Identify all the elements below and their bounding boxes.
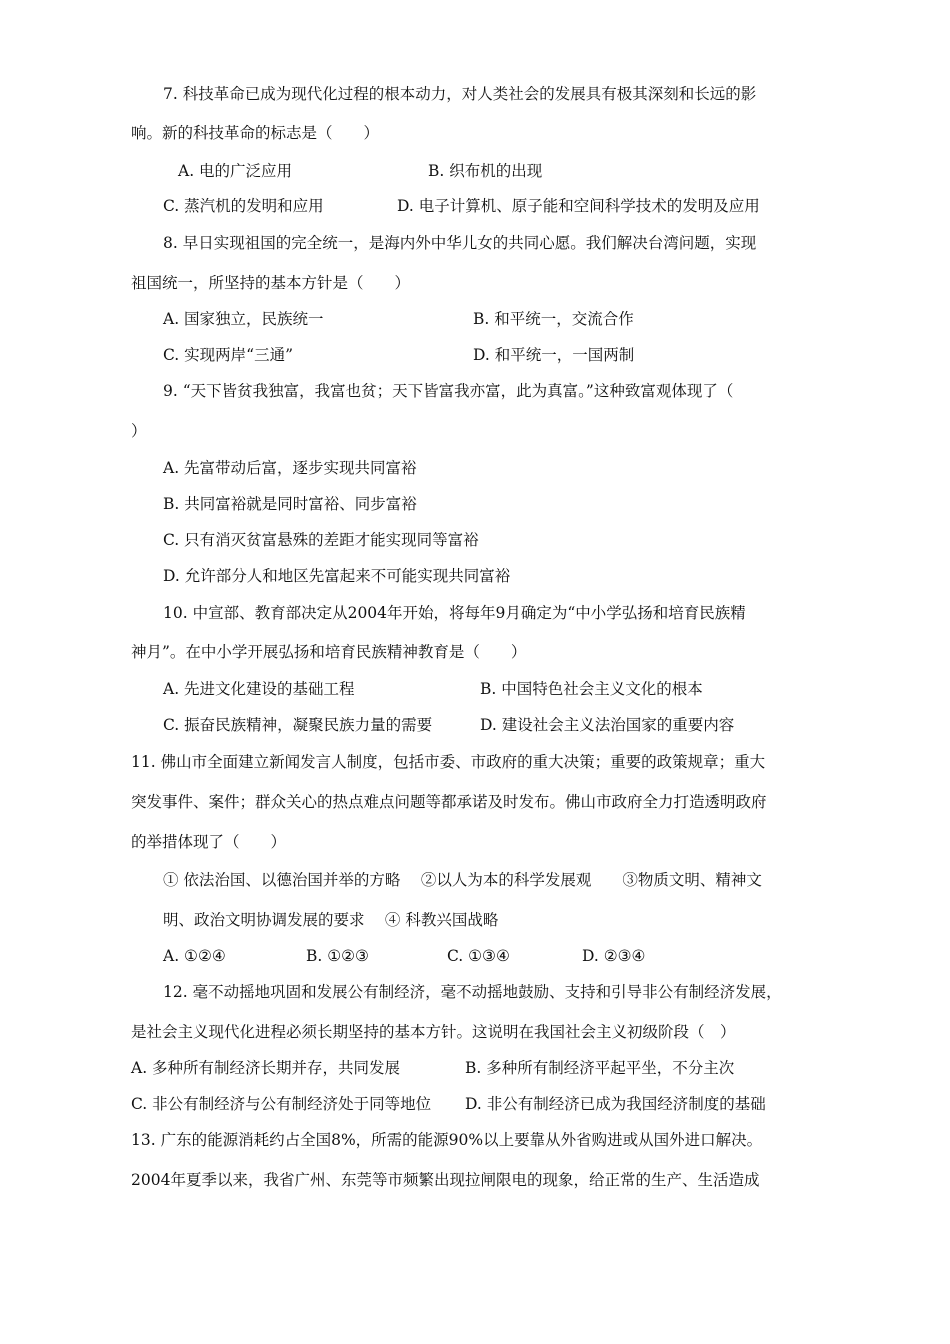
q11-statements-line2: 明、政治文明协调发展的要求 ④ 科教兴国战略 xyxy=(163,911,499,929)
q9-option-b: B. 共同富裕就是同时富裕、同步富裕 xyxy=(163,495,417,513)
q7-option-c: C. 蒸汽机的发明和应用 xyxy=(163,197,324,215)
q11-line3: 的举措体现了（ ） xyxy=(131,833,287,851)
q13-line2: 2004年夏季以来，我省广州、东莞等市频繁出现拉闸限电的现象，给正常的生产、生活造成 xyxy=(131,1171,760,1189)
q7-line1: 7. 科技革命已成为现代化过程的根本动力，对人类社会的发展具有极其深刻和长远的影 xyxy=(163,85,757,103)
q10-line1: 10. 中宣部、教育部决定从2004年开始，将每年9月确定为“中小学弘扬和培育民族精 xyxy=(163,604,746,622)
q10-option-a: A. 先进文化建设的基础工程 xyxy=(163,680,355,698)
q11-statements-line1: ① 依法治国、以德治国并举的方略 ②以人为本的科学发展观 ③物质文明、精神文 xyxy=(163,871,762,889)
q8-option-a: A. 国家独立，民族统一 xyxy=(163,310,324,328)
q8-line1: 8. 早日实现祖国的完全统一，是海内外中华儿女的共同心愿。我们解决台湾问题，实现 xyxy=(163,234,757,252)
q8-option-d: D. 和平统一，一国两制 xyxy=(473,346,635,364)
q12-option-c: C. 非公有制经济与公有制经济处于同等地位 xyxy=(131,1095,432,1113)
q9-line1: 9. “天下皆贫我独富，我富也贫；天下皆富我亦富，此为真富。”这种致富观体现了（ xyxy=(163,382,734,400)
q9-line2: ） xyxy=(131,422,147,440)
q11-option-b: B. ①②③ xyxy=(306,947,369,965)
q10-line2: 神月”。在中小学开展弘扬和培育民族精神教育是（ ） xyxy=(131,643,527,661)
q11-line1: 11. 佛山市全面建立新闻发言人制度，包括市委、市政府的重大决策；重要的政策规章；重大 xyxy=(131,753,766,771)
q11-option-a: A. ①②④ xyxy=(163,947,226,965)
q12-option-a: A. 多种所有制经济长期并存，共同发展 xyxy=(131,1059,401,1077)
q11-line2: 突发事件、案件；群众关心的热点难点问题等都承诺及时发布。佛山市政府全力打造透明政府 xyxy=(131,793,767,811)
q9-option-c: C. 只有消灭贫富悬殊的差距才能实现同等富裕 xyxy=(163,531,479,549)
q13-line1: 13. 广东的能源消耗约占全国8%，所需的能源90%以上要靠从外省购进或从国外进口解决。 xyxy=(131,1131,763,1149)
q12-line2: 是社会主义现代化进程必须长期坚持的基本方针。这说明在我国社会主义初级阶段（ ） xyxy=(131,1023,736,1041)
q10-option-d: D. 建设社会主义法治国家的重要内容 xyxy=(480,716,735,734)
q7-option-d: D. 电子计算机、原子能和空间科学技术的发明及应用 xyxy=(397,197,760,215)
q11-option-d: D. ②③④ xyxy=(582,947,646,965)
q10-option-c: C. 振奋民族精神，凝聚民族力量的需要 xyxy=(163,716,433,734)
q8-option-c: C. 实现两岸“三通” xyxy=(163,346,294,364)
q11-option-c: C. ①③④ xyxy=(447,947,510,965)
q9-option-d: D. 允许部分人和地区先富起来不可能实现共同富裕 xyxy=(163,567,511,585)
q7-option-a: A. 电的广泛应用 xyxy=(178,162,293,180)
q7-line2: 响。新的科技革命的标志是（ ） xyxy=(131,124,380,142)
q8-option-b: B. 和平统一，交流合作 xyxy=(473,310,634,328)
q9-option-a: A. 先富带动后富，逐步实现共同富裕 xyxy=(163,459,417,477)
q12-line1: 12. 毫不动摇地巩固和发展公有制经济，毫不动摇地鼓励、支持和引导非公有制经济发展， xyxy=(163,983,782,1001)
q12-option-d: D. 非公有制经济已成为我国经济制度的基础 xyxy=(465,1095,766,1113)
q7-option-b: B. 织布机的出现 xyxy=(428,162,543,180)
q8-line2: 祖国统一，所坚持的基本方针是（ ） xyxy=(131,274,411,292)
q10-option-b: B. 中国特色社会主义文化的根本 xyxy=(480,680,703,698)
q12-option-b: B. 多种所有制经济平起平坐，不分主次 xyxy=(465,1059,735,1077)
